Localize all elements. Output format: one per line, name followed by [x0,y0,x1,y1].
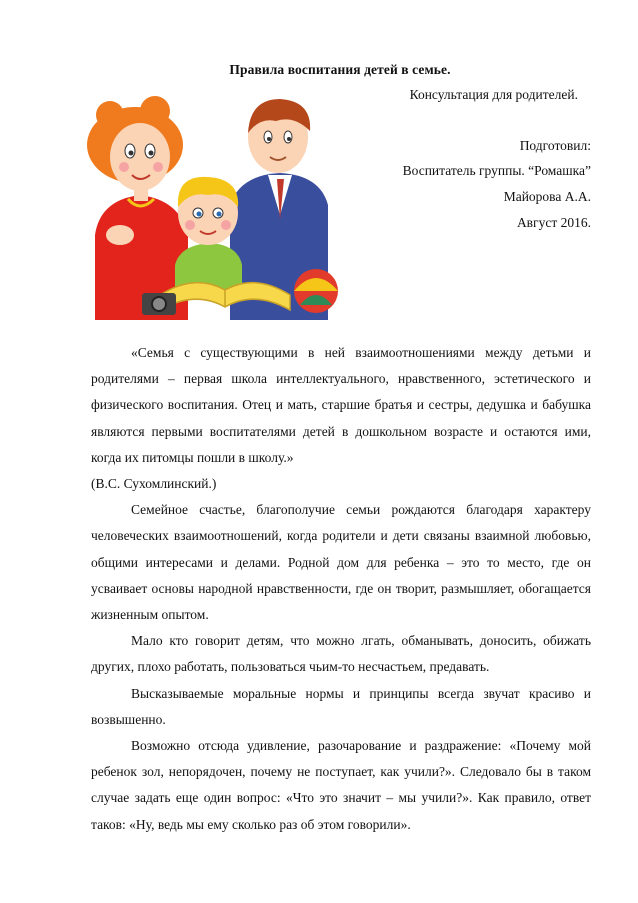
mother-figure [87,96,188,320]
toy-ball-icon [294,269,338,313]
prepared-by-label: Подготовил: [519,138,591,153]
quote-paragraph: «Семья с существующими в ней взаимоотношениями между детьми и родителями – первая школа интеллектуального, нравственного, эстетического и физического воспитания. Отец и мать, старшие братья и сестры, дедушка и бабушка являются первыми воспитателями детей в дошкольном возрасте и остаются ими, когда их питомцы пошли в школу.» [91,345,591,465]
paragraph-family-happiness: Семейное счастье, благополучие семьи рождаются благодаря характеру человеческих взаимоотношений, когда родители и дети связаны взаимной любовью, общими интересами и делами. Родной дом для ребенка – это то место, где он усваивает основы народной нравственности, где он творит, размышляет, обогащается жизненным опытом. [91,502,591,623]
body-text [91,340,591,838]
quote-attribution: (В.С. Сухомлинский.) [91,476,217,492]
paragraph-disappointment: Возможно отсюда удивление, разочарование и раздражение: «Почему мой ребенок зол, непорядочен, почему не поступает, как учили?». Следовало бы в таком случае задать еще один вопрос: «Что это значит – мы учили?». Как правило, ответ таков: «Ну, ведь мы ему сколько раз об этом говорили». [91,738,591,832]
family-reading-illustration-icon [80,95,340,320]
author-position: Воспитатель группы. “Ромашка” [402,163,591,178]
paragraph-moral-lessons: Мало кто говорит детям, что можно лгать, обманывать, доносить, обижать других, плохо работать, пользоваться чьим-то несчастьем, предавать. [91,633,591,675]
document-title: Правила воспитания детей в семье. [229,62,451,77]
author-name: Майорова А.А. [503,189,591,204]
paragraph-moral-norms: Высказываемые моральные нормы и принципы всегда звучат красиво и возвышенно. [91,685,591,727]
document-date: Август 2016. [516,215,591,230]
document-subtitle: Консультация для родителей. [409,87,578,102]
toy-camera-icon [142,293,176,315]
